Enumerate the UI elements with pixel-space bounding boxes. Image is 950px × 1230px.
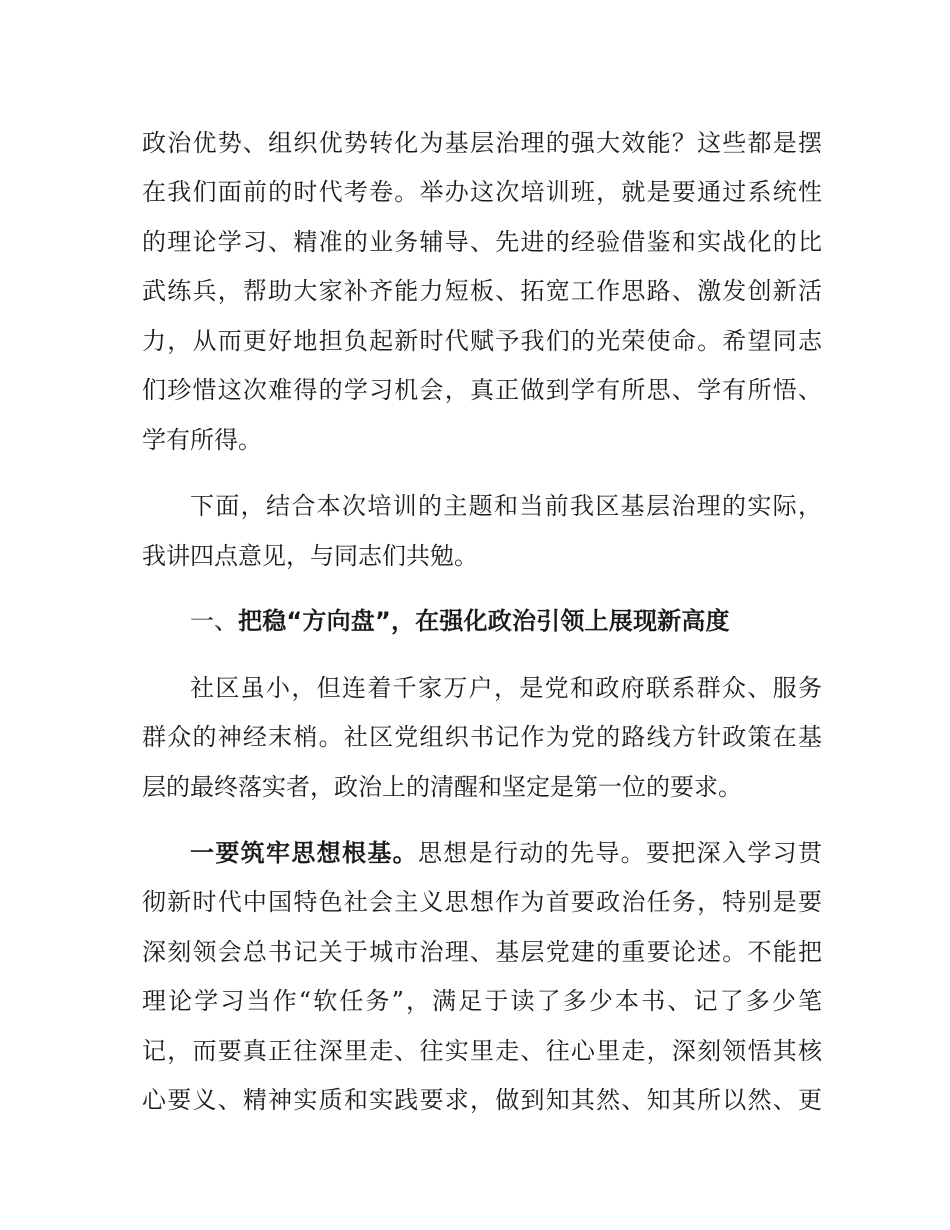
- paragraph-line: 力，从而更好地担负起新时代赋予我们的光荣使命。希望同志: [142, 327, 822, 355]
- paragraph-first-line: [190, 837, 822, 869]
- paragraph-line: 理论学习当作“软任务”，满足于读了多少本书、记了多少笔: [142, 987, 822, 1015]
- paragraph-line: 群众的神经末梢。社区党组织书记作为党的路线方针政策在基: [142, 723, 822, 751]
- paragraph-line: 的理论学习、精准的业务辅导、先进的经验借鉴和实战化的比: [142, 228, 822, 256]
- paragraph-line: 政治优势、组织优势转化为基层治理的强大效能？这些都是摆: [142, 129, 822, 157]
- paragraph-line: 彻新时代中国特色社会主义思想作为首要政治任务，特别是要: [142, 888, 822, 916]
- paragraph-line: 社区虽小，但连着千家万户，是党和政府联系群众、服务: [190, 674, 822, 702]
- paragraph-line: 在我们面前的时代考卷。举办这次培训班，就是要通过系统性: [142, 178, 822, 206]
- paragraph-line: 们珍惜这次难得的学习机会，真正做到学有所思、学有所悟、: [142, 376, 822, 404]
- paragraph-line: 深刻领会总书记关于城市治理、基层党建的重要论述。不能把: [142, 938, 822, 966]
- paragraph-line: 层的最终落实者，政治上的清醒和坚定是第一位的要求。: [142, 773, 742, 801]
- paragraph-line: 心要义、精神实质和实践要求，做到知其然、知其所以然、更: [142, 1086, 822, 1114]
- paragraph-line: 我讲四点意见，与同志们共勉。: [142, 542, 478, 570]
- paragraph-line: 记，而要真正往深里走、往实里走、往心里走，深刻领悟其核: [142, 1037, 822, 1065]
- section-heading-number: 一、: [190, 607, 238, 635]
- paragraph-line: 武练兵，帮助大家补齐能力短板、拓宽工作思路、激发创新活: [142, 277, 822, 305]
- paragraph-line: 下面，结合本次培训的主题和当前我区基层治理的实际，: [190, 492, 822, 520]
- paragraph-line: 学有所得。: [142, 426, 262, 454]
- section-heading: [190, 605, 822, 637]
- bold-lead-phrase: 一要筑牢思想根基。: [190, 839, 418, 867]
- paragraph-text: 思想是行动的先导。要把深入学习贯: [418, 839, 822, 867]
- section-heading-title: 把稳“方向盘”，在强化政治引领上展现新高度: [238, 607, 730, 635]
